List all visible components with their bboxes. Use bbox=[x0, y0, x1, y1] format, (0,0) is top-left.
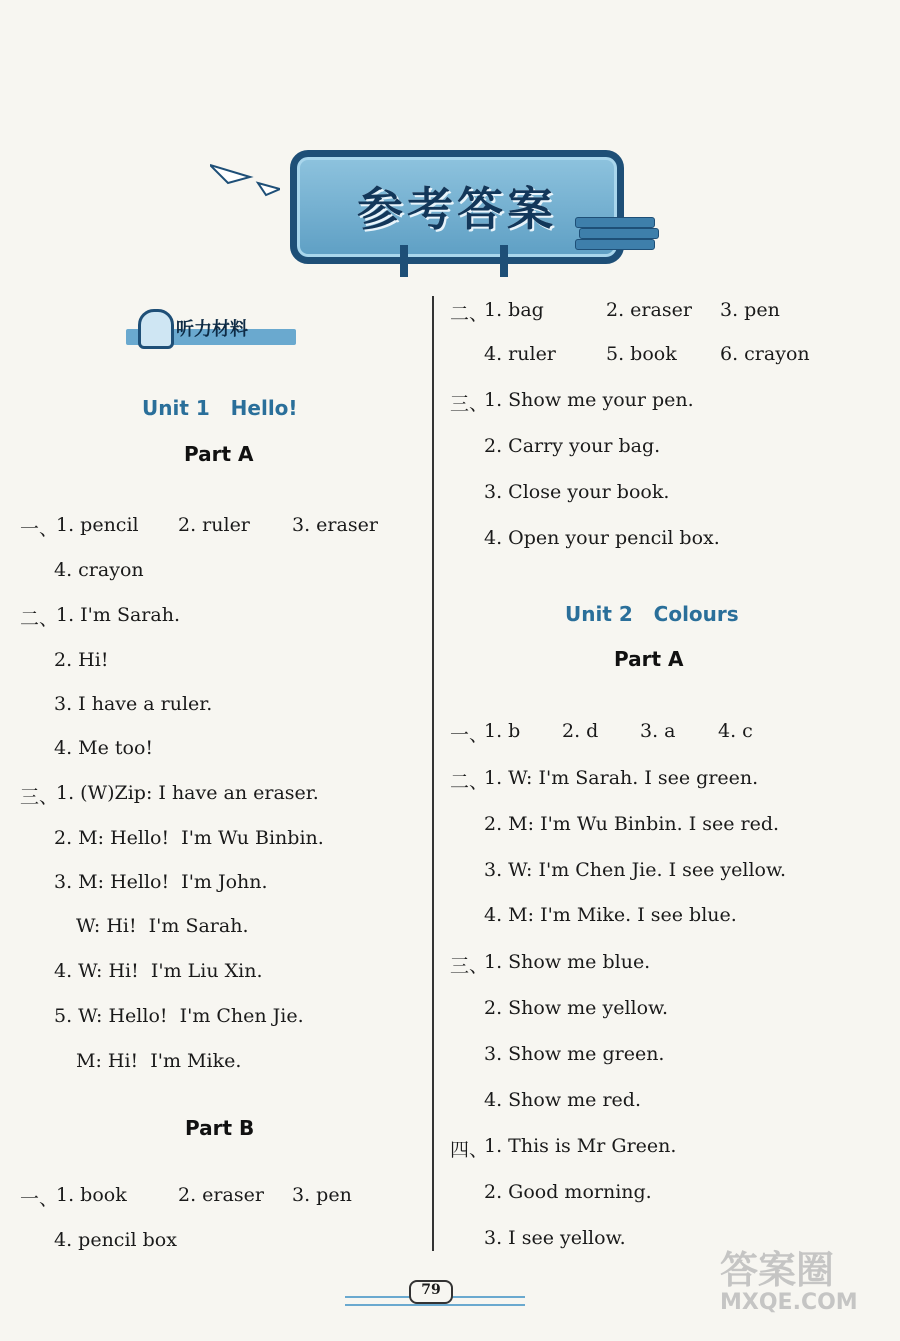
answer-item: 3. pen bbox=[292, 1184, 352, 1206]
answer-item: 3. Close your book. bbox=[484, 481, 670, 503]
answer-item: 3. eraser bbox=[292, 514, 378, 536]
section-label: 三、 bbox=[20, 786, 59, 808]
paper-plane-icon bbox=[210, 157, 280, 197]
answer-item: 1. Show me your pen. bbox=[484, 389, 694, 411]
answer-item: 1. bag bbox=[484, 299, 544, 321]
answer-item: 2. Carry your bag. bbox=[484, 435, 661, 457]
answer-item: 1. book bbox=[56, 1184, 127, 1206]
answer-item: 1. pencil bbox=[56, 514, 139, 536]
section-label: 三、 bbox=[450, 393, 489, 415]
answer-item: 2. eraser bbox=[606, 299, 692, 321]
answer-item: 4. W: Hi! I'm Liu Xin. bbox=[54, 960, 263, 982]
answer-item: 2. d bbox=[562, 720, 599, 742]
answer-item: 4. pencil box bbox=[54, 1229, 177, 1251]
section-label: 一、 bbox=[20, 1188, 59, 1210]
section-label: 三、 bbox=[450, 955, 489, 977]
answer-item: 4. c bbox=[718, 720, 753, 742]
answer-item: 3. pen bbox=[720, 299, 780, 321]
books-icon bbox=[575, 217, 655, 257]
answer-item: M: Hi! I'm Mike. bbox=[76, 1050, 242, 1072]
answer-item: 5. W: Hello! I'm Chen Jie. bbox=[54, 1005, 304, 1027]
answer-item: 4. ruler bbox=[484, 343, 556, 365]
answer-item: 3. M: Hello! I'm John. bbox=[54, 871, 268, 893]
page-number: 79 bbox=[409, 1280, 453, 1304]
answer-item: 3. I see yellow. bbox=[484, 1227, 626, 1249]
header-blackboard bbox=[205, 145, 665, 280]
answer-item: 6. crayon bbox=[720, 343, 810, 365]
page-title: 参考答案 bbox=[357, 182, 557, 236]
answer-item: 5. book bbox=[606, 343, 677, 365]
answer-item: 1. b bbox=[484, 720, 521, 742]
answer-item: 2. eraser bbox=[178, 1184, 264, 1206]
answer-item: 3. a bbox=[640, 720, 676, 742]
answer-item: 1. W: I'm Sarah. I see green. bbox=[484, 767, 759, 789]
column-divider bbox=[432, 296, 434, 1251]
answer-item: 4. M: I'm Mike. I see blue. bbox=[484, 904, 737, 926]
section-label: 二、 bbox=[450, 303, 489, 325]
tag-label: 听力材料 bbox=[176, 319, 248, 340]
page-footer bbox=[345, 1270, 525, 1310]
headphones-icon bbox=[138, 309, 174, 349]
answer-item: 2. M: Hello! I'm Wu Binbin. bbox=[54, 827, 324, 849]
part-a-title: Part A bbox=[614, 647, 684, 671]
board-leg bbox=[500, 245, 508, 277]
answer-item: 1. This is Mr Green. bbox=[484, 1135, 677, 1157]
listening-material-tag bbox=[126, 305, 301, 349]
unit-2-title: Unit 2 Colours bbox=[565, 602, 739, 626]
board-leg bbox=[400, 245, 408, 277]
answer-item: 1. (W)Zip: I have an eraser. bbox=[56, 782, 319, 804]
section-label: 二、 bbox=[450, 771, 489, 793]
answer-item: 2. Show me yellow. bbox=[484, 997, 669, 1019]
blackboard bbox=[290, 150, 624, 264]
answer-item: 4. Me too! bbox=[54, 737, 154, 759]
watermark-url: MXQE.COM bbox=[720, 1290, 858, 1315]
answer-item: 1. Show me blue. bbox=[484, 951, 651, 973]
answer-item: 2. Hi! bbox=[54, 649, 109, 671]
answer-item: 3. I have a ruler. bbox=[54, 693, 213, 715]
answer-item: 3. Show me green. bbox=[484, 1043, 665, 1065]
answer-item: W: Hi! I'm Sarah. bbox=[76, 915, 249, 937]
section-label: 一、 bbox=[20, 518, 59, 540]
watermark-logo: 答案圈 bbox=[720, 1248, 835, 1292]
answer-item: 2. ruler bbox=[178, 514, 250, 536]
part-a-title: Part A bbox=[184, 442, 254, 466]
answer-item: 4. Open your pencil box. bbox=[484, 527, 720, 549]
answer-item: 2. M: I'm Wu Binbin. I see red. bbox=[484, 813, 780, 835]
answer-item: 4. Show me red. bbox=[484, 1089, 641, 1111]
section-label: 一、 bbox=[450, 724, 489, 746]
watermark bbox=[720, 1250, 858, 1315]
section-label: 四、 bbox=[450, 1139, 489, 1161]
section-label: 二、 bbox=[20, 608, 59, 630]
part-b-title: Part B bbox=[185, 1116, 255, 1140]
unit-1-title: Unit 1 Hello! bbox=[142, 396, 298, 420]
answer-item: 2. Good morning. bbox=[484, 1181, 652, 1203]
answer-item: 3. W: I'm Chen Jie. I see yellow. bbox=[484, 859, 787, 881]
answer-item: 4. crayon bbox=[54, 559, 144, 581]
answer-item: 1. I'm Sarah. bbox=[56, 604, 180, 626]
